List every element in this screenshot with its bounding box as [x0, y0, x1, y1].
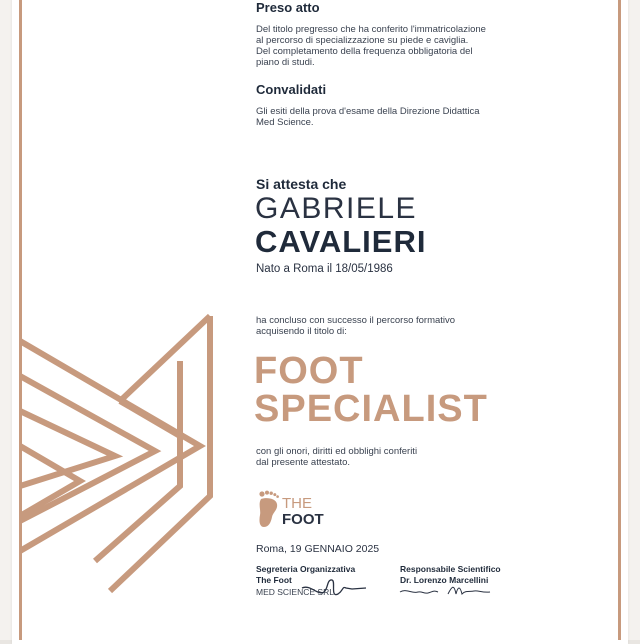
- attesta-heading: Si attesta che: [256, 176, 347, 192]
- signature-left-company: MED SCIENCE SRL: [256, 587, 334, 597]
- decorative-geometric-pattern: [20, 306, 220, 606]
- course-line: ha concluso con successo il percorso formativo: [256, 315, 456, 326]
- the-foot-logo: [258, 490, 348, 530]
- signature-left-role: Segreteria Organizzativa: [256, 564, 356, 574]
- convalidati-heading: Convalidati: [256, 82, 327, 97]
- recipient-first-name: GABRIELE: [255, 192, 418, 225]
- certificate-title-line2: SPECIALIST: [254, 388, 488, 430]
- preso-atto-line: Del titolo pregresso che ha conferito l'immatricolazione: [256, 24, 486, 35]
- honors-line: dal presente attestato.: [256, 457, 351, 468]
- honors-line: con gli onori, diritti ed obblighi conferiti: [256, 446, 418, 457]
- convalidati-line: Med Science.: [256, 117, 314, 128]
- recipient-birth-info: Nato a Roma il 18/05/1986: [256, 263, 393, 275]
- convalidati-line: Gli esiti della prova d'esame della Direzione Didattica: [256, 106, 480, 117]
- signature-left-scribble: [300, 574, 370, 602]
- recipient-last-name: CAVALIERI: [255, 224, 427, 259]
- preso-atto-heading: Preso atto: [256, 0, 320, 15]
- course-line: acquisendo il titolo di:: [256, 326, 347, 337]
- issue-date: Roma, 19 GENNAIO 2025: [256, 543, 380, 555]
- foot-icon: [258, 490, 280, 528]
- signature-right-name: Dr. Lorenzo Marcellini: [400, 575, 489, 585]
- signature-right-scribble: [398, 580, 498, 600]
- right-border-line: [618, 0, 621, 640]
- logo-text-the: THE: [282, 495, 312, 512]
- signature-right-role: Responsabile Scientifico: [400, 564, 501, 574]
- preso-atto-line: piano di studi.: [256, 57, 315, 68]
- certificate-title-line1: FOOT: [254, 350, 364, 392]
- preso-atto-line: al percorso di specializzazione su piede e caviglia.: [256, 35, 469, 46]
- logo-text-foot: FOOT: [282, 511, 324, 528]
- preso-atto-line: Del completamento della frequenza obbligatoria del: [256, 46, 473, 57]
- signature-left-name: The Foot: [256, 575, 292, 585]
